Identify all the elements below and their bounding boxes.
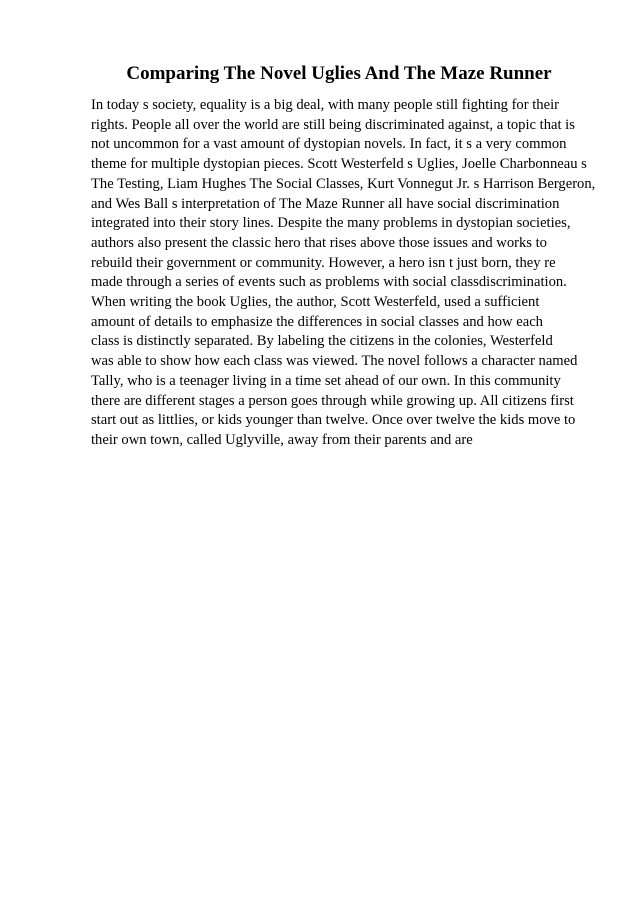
body-line: rights. People all over the world are still being discriminated against, a topic that is (91, 116, 575, 133)
body-line: not uncommon for a vast amount of dystopian novels. In fact, it s a very common (91, 136, 567, 153)
body-line: start out as littlies, or kids younger than twelve. Once over twelve the kids move to (91, 412, 576, 429)
body-line: made through a series of events such as problems with social classdiscrimination. (91, 274, 567, 291)
body-line: there are different stages a person goes through while growing up. All citizens first (91, 392, 574, 409)
body-line: amount of details to emphasize the differences in social classes and how each (91, 313, 543, 330)
body-line: rebuild their government or community. However, a hero isn t just born, they re (91, 254, 556, 271)
body-line: When writing the book Uglies, the author, Scott Westerfeld, used a sufficient (91, 294, 540, 311)
body-line: was able to show how each class was viewed. The novel follows a character named (91, 353, 578, 370)
document-body (91, 96, 611, 451)
body-line: theme for multiple dystopian pieces. Scott Westerfeld s Uglies, Joelle Charbonneau s (91, 156, 587, 173)
body-line: Tally, who is a teenager living in a time set ahead of our own. In this community (91, 372, 561, 389)
document-title (0, 62, 638, 86)
body-line: integrated into their story lines. Despite the many problems in dystopian societies, (91, 215, 571, 232)
body-line: and Wes Ball s interpretation of The Maze Runner all have social discrimination (91, 195, 560, 212)
body-line: In today s society, equality is a big deal, with many people still fighting for their (91, 97, 559, 113)
body-line: class is distinctly separated. By labeling the citizens in the colonies, Westerfeld (91, 333, 553, 350)
body-line: their own town, called Uglyville, away from their parents and are (91, 431, 473, 448)
body-line: The Testing, Liam Hughes The Social Classes, Kurt Vonnegut Jr. s Harrison Bergeron, (91, 175, 596, 192)
document-title-text: Comparing The Novel Uglies And The Maze Runner (126, 63, 552, 84)
body-line: authors also present the classic hero that rises above those issues and works to (91, 234, 547, 251)
